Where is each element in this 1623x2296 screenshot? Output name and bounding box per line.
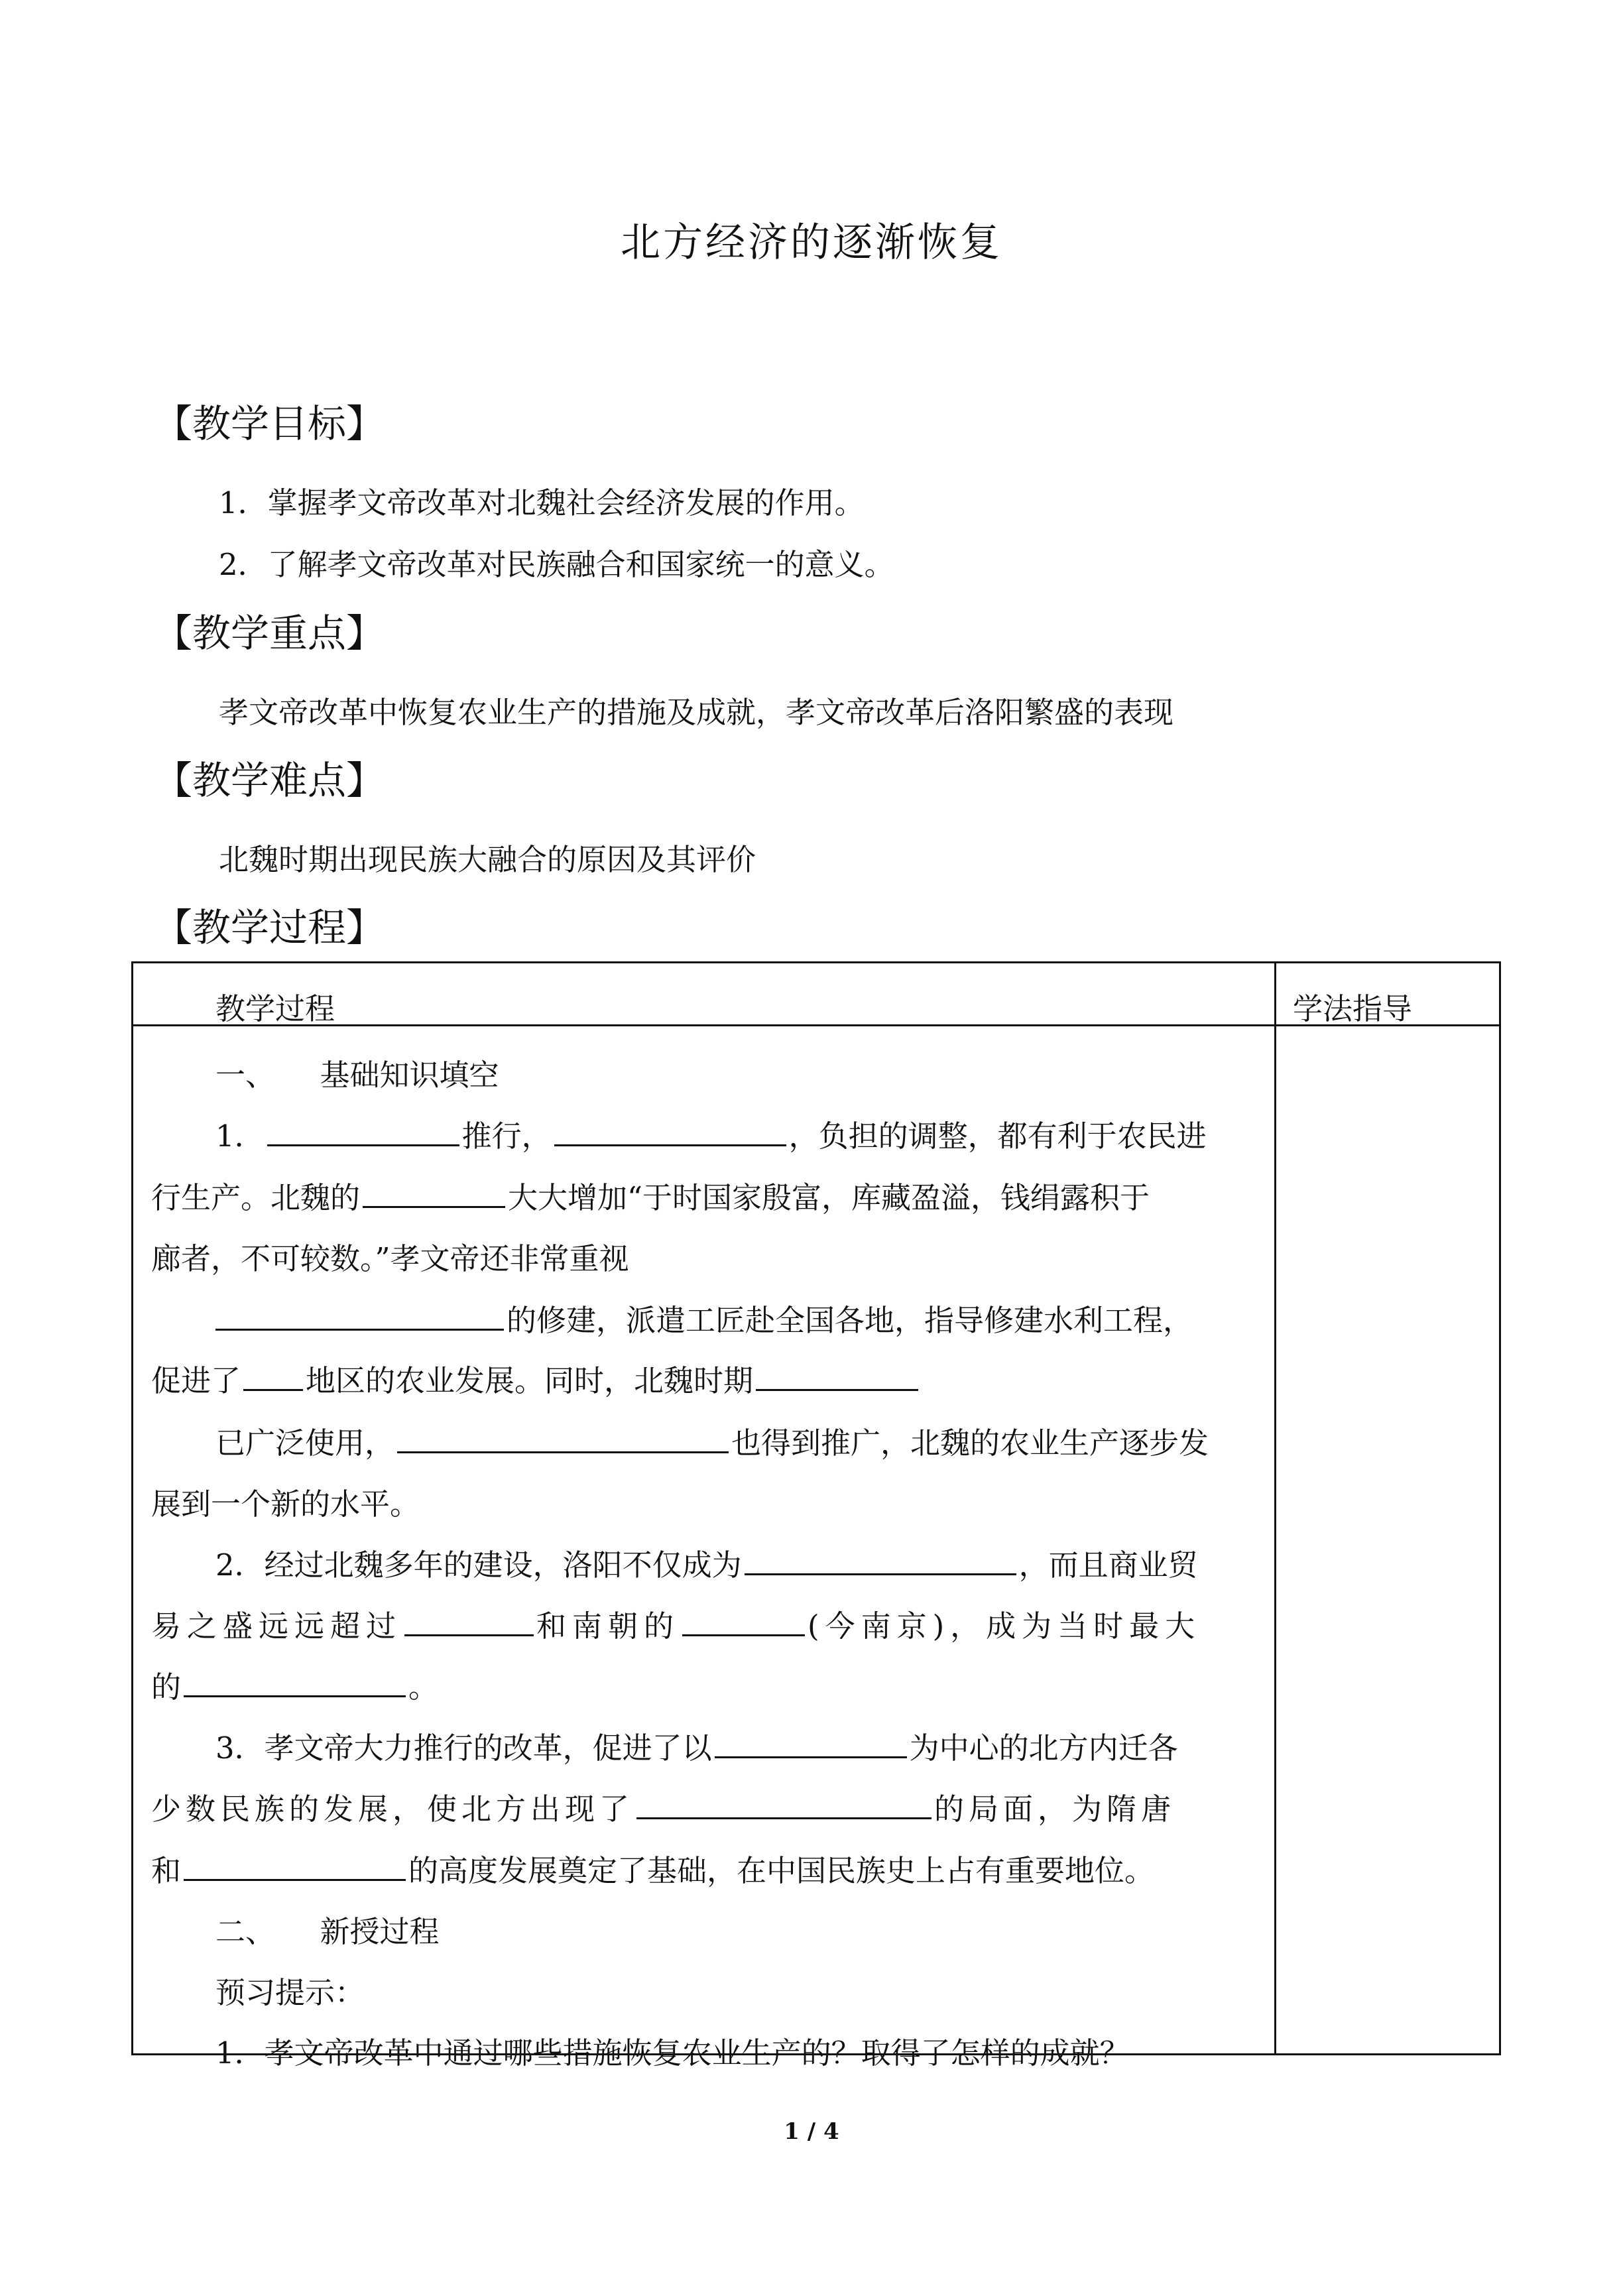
preview-label: 预习提示： — [215, 1975, 365, 2010]
q2-l1-b: ，而且商业贸 — [1018, 1547, 1198, 1583]
q2-l2-a: 易之盛远远超过 — [151, 1608, 402, 1644]
q2-line2 — [151, 1602, 1201, 1645]
q1-l1-c: ，负担的调整，都有利于农民进 — [788, 1118, 1207, 1154]
page-title: 北方经济的逐渐恢复 — [621, 219, 1002, 266]
difficulties-text: 北魏时期出现民族大融合的原因及其评价 — [219, 842, 756, 877]
table-column-divider — [1274, 961, 1276, 2055]
q3-l2-b: 的局面，为隋唐 — [934, 1791, 1176, 1827]
q1-l5-a: 促进了 — [151, 1363, 241, 1398]
q2-line1 — [215, 1541, 1198, 1584]
blank — [745, 1547, 1016, 1575]
blank — [184, 1669, 406, 1697]
q1-line1 — [215, 1112, 1207, 1155]
process-heading: 【教学过程】 — [154, 905, 385, 950]
q3-line3 — [151, 1846, 1154, 1890]
q1-line3: 廊者，不可较数。”孝文帝还非常重视 — [151, 1241, 629, 1276]
key-points-heading: 【教学重点】 — [154, 611, 385, 656]
q3-l3-b: 的高度发展奠定了基础，在中国民族史上占有重要地位。 — [408, 1853, 1155, 1888]
preview-question-1: 1．孝文帝改革中通过哪些措施恢复农业生产的？取得了怎样的成就？ — [215, 2035, 1130, 2071]
q1-l1-b: 推行， — [461, 1118, 552, 1154]
part1-title: 一、 基础知识填空 — [215, 1057, 499, 1093]
q2-l1-a: 2．经过北魏多年的建设，洛阳不仅成为 — [215, 1547, 742, 1583]
q1-l6-b: 也得到推广，北魏的农业生产逐步发 — [731, 1425, 1209, 1461]
q3-line2 — [151, 1785, 1175, 1828]
blank — [363, 1179, 505, 1208]
objective-item-2: 2．了解孝文帝改革对民族融合和国家统一的意义。 — [219, 547, 894, 582]
blank — [215, 1302, 504, 1331]
blank — [636, 1791, 932, 1819]
q1-l5-b: 地区的农业发展。同时，北魏时期 — [306, 1363, 754, 1398]
table-header-process: 教学过程 — [215, 991, 335, 1026]
objective-item-1: 1．掌握孝文帝改革对北魏社会经济发展的作用。 — [219, 485, 865, 520]
blank — [715, 1730, 907, 1758]
q3-l2-a: 少数民族的发展，使北方出现了 — [151, 1791, 634, 1827]
blank — [267, 1118, 459, 1146]
q3-l1-b: 为中心的北方内迁各 — [909, 1730, 1178, 1766]
q2-l3-b: 。 — [408, 1669, 439, 1705]
blank — [682, 1608, 805, 1636]
q1-l2-a: 行生产。北魏的 — [151, 1180, 361, 1215]
blank — [404, 1608, 534, 1636]
q1-l2-b: 大大增加“于时国家殷富，库藏盈溢，钱绢露积于 — [508, 1180, 1150, 1215]
q1-line2 — [151, 1174, 1150, 1217]
q1-l4-b: 的修建，派遣工匠赴全国各地，指导修建水利工程， — [507, 1303, 1193, 1338]
q2-l2-b: 和南朝的 — [536, 1608, 680, 1644]
q1-line4 — [215, 1296, 1193, 1339]
q1-l6-a: 已广泛使用， — [215, 1425, 395, 1461]
objectives-heading: 【教学目标】 — [154, 401, 385, 446]
page-number: 1 / 4 — [784, 2118, 839, 2145]
q1-line7: 展到一个新的水平。 — [151, 1486, 420, 1522]
difficulties-heading: 【教学难点】 — [154, 758, 385, 803]
blank — [184, 1852, 406, 1881]
q2-l2-c: (今南京)，成为当时最大 — [808, 1608, 1201, 1644]
q3-l1-a: 3．孝文帝大力推行的改革，促进了以 — [215, 1730, 712, 1766]
q2-l3-a: 的 — [151, 1669, 182, 1705]
table-header-guidance: 学法指导 — [1293, 991, 1413, 1026]
q2-line3 — [151, 1663, 438, 1706]
blank — [756, 1362, 918, 1391]
blank — [243, 1362, 303, 1391]
q3-line1 — [215, 1724, 1178, 1767]
blank — [554, 1118, 786, 1146]
q1-l1-a: 1． — [215, 1118, 265, 1154]
q1-line6 — [215, 1419, 1209, 1462]
q3-l3-a: 和 — [151, 1853, 182, 1888]
part2-title: 二、 新授过程 — [215, 1914, 440, 1949]
key-points-text: 孝文帝改革中恢复农业生产的措施及成就，孝文帝改革后洛阳繁盛的表现 — [219, 695, 1174, 730]
blank — [397, 1425, 729, 1453]
q1-line5 — [151, 1357, 921, 1400]
